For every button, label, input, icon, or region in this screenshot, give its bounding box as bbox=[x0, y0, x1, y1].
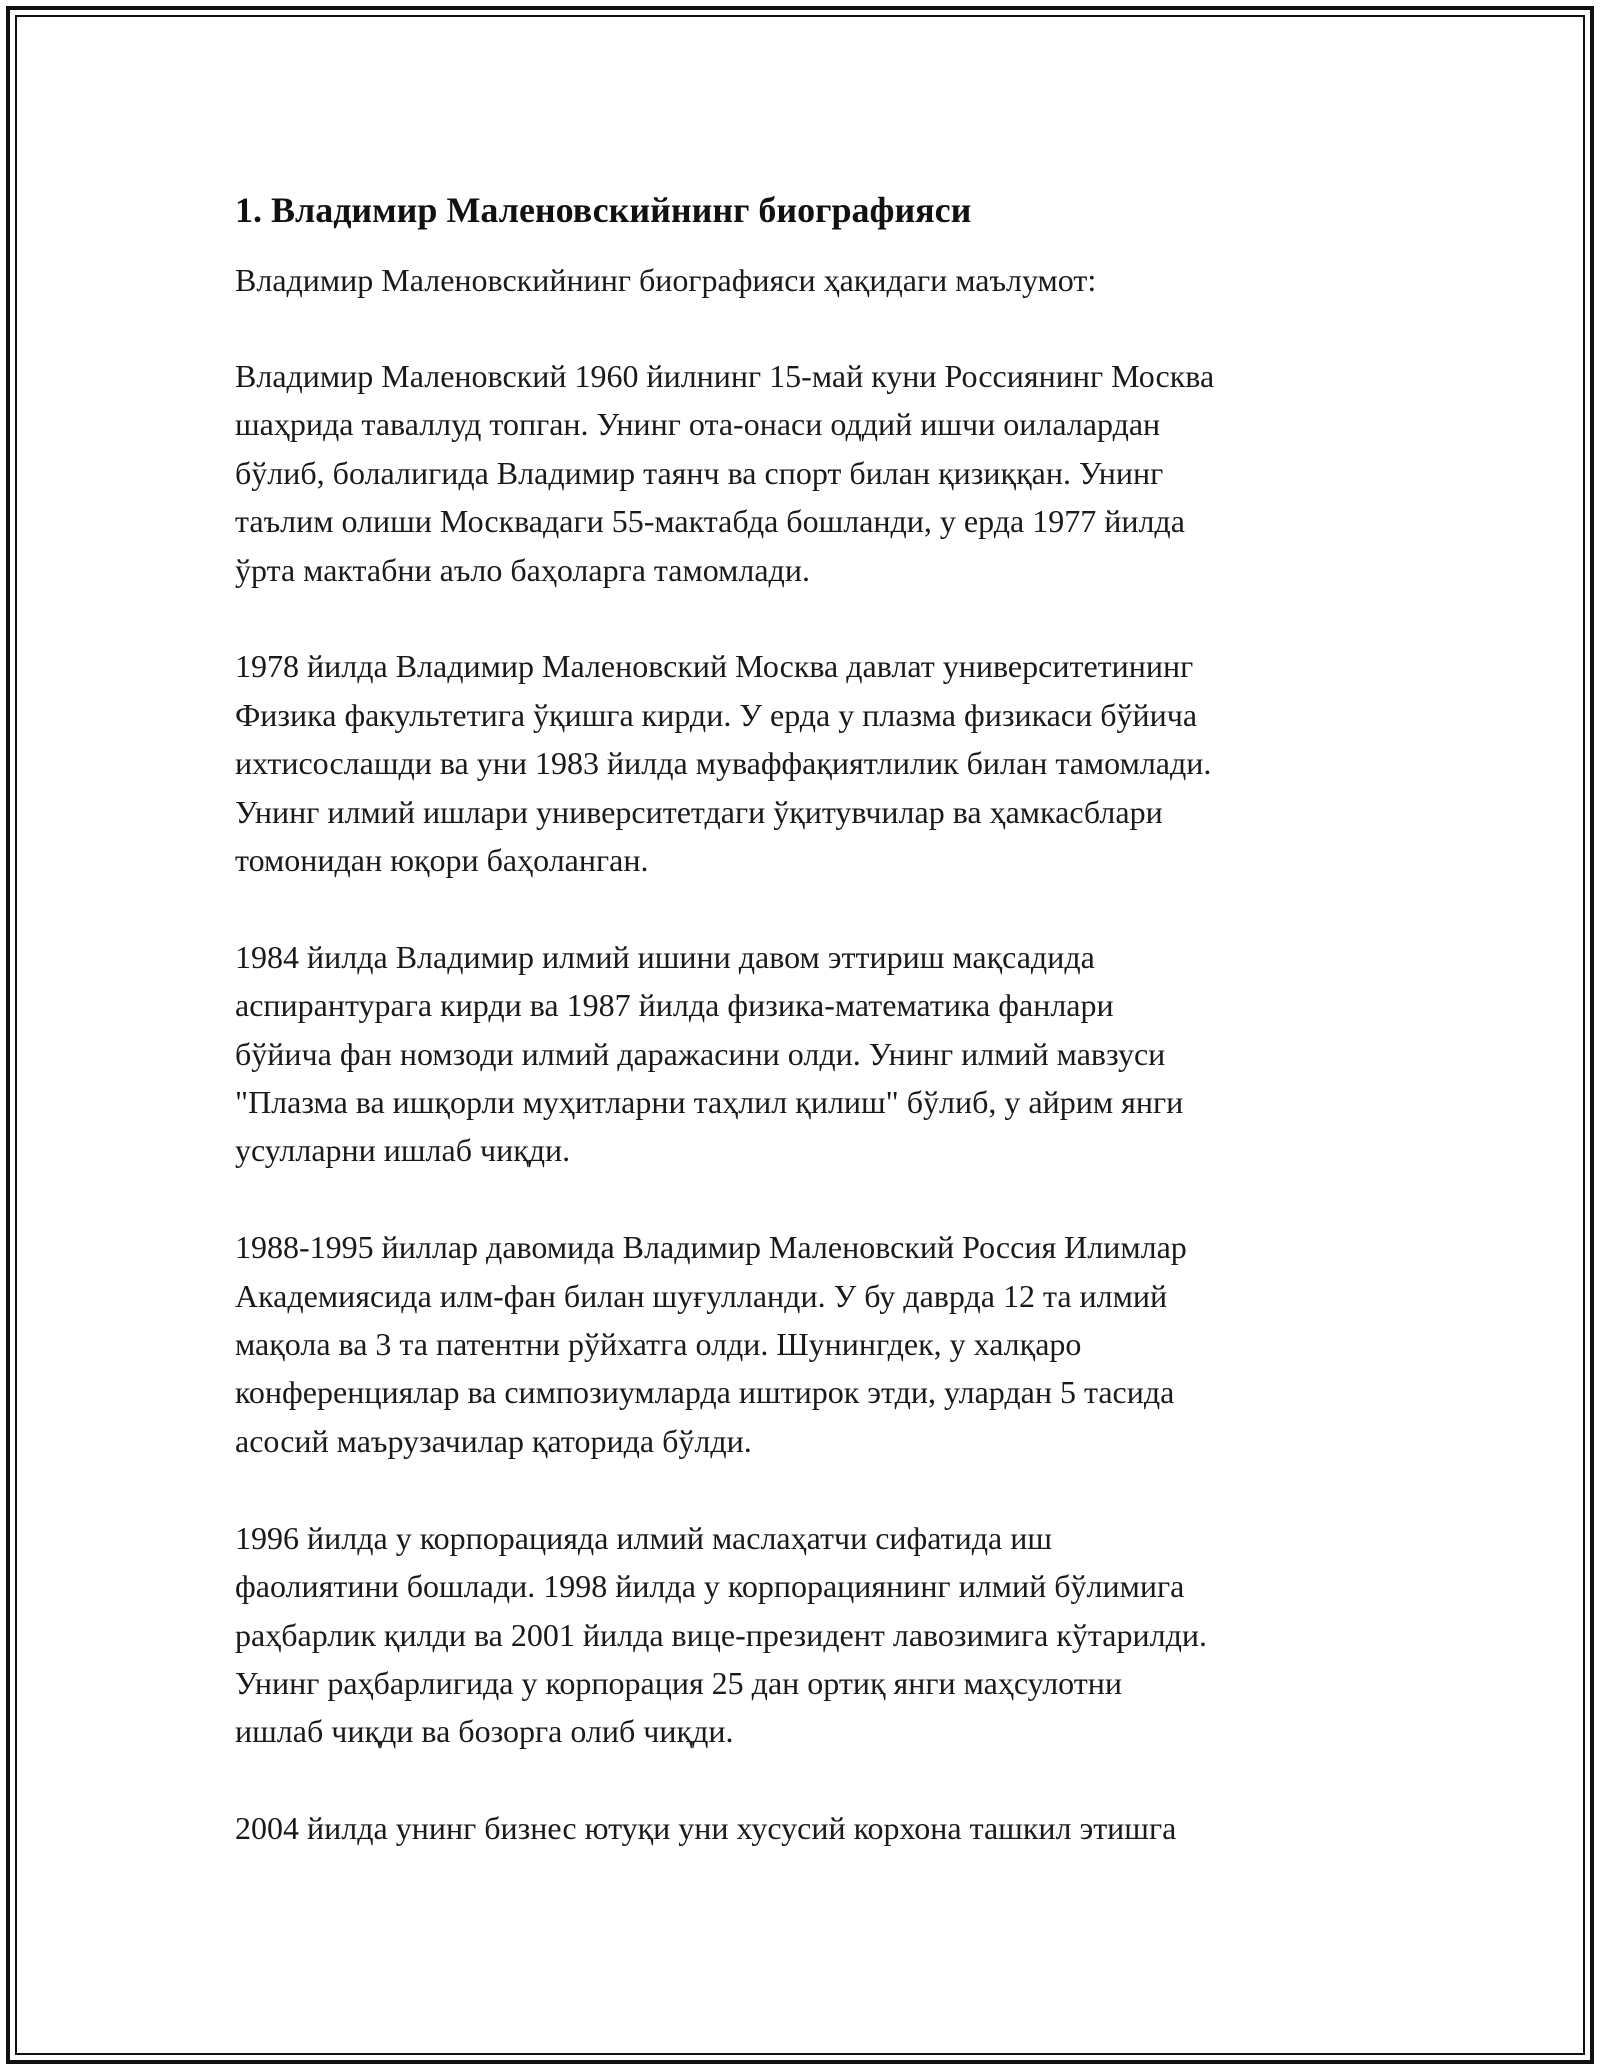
document-title: 1. Владимир Маленовскийнинг биографияси bbox=[235, 190, 972, 230]
paragraph-university: 1978 йилда Владимир Маленовский Москва давлат университетининг Физика факультетига ўқишга кирди. У ерда у плазма физикаси бўйича ихтисослашди ва уни 1983 йилда муваффақиятлилик билан тамомлади. Унинг илмий ишлари университетдаги ўқитувчилар ва ҳамкасблари томонидан юқори баҳоланган. bbox=[235, 648, 1212, 879]
paragraph-corporation: 1996 йилда у корпорацияда илмий маслаҳатчи сифатида иш фаолиятини бошлади. 1998 йилда у корпорациянинг илмий бўлимига раҳбарлик қилди ва 2001 йилда вице-президент лавозимига кўтарилди. Унинг раҳбарлигида у корпорация 25 дан ортиқ янги маҳсулотни ишлаб чиқди ва бозорга олиб чиқди. bbox=[235, 1519, 1207, 1750]
paragraph-birth: Владимир Маленовский 1960 йилнинг 15-май куни Россиянинг Москва шаҳрида таваллуд топган. Унинг ота-онаси оддий ишчи оилалардан бўлиб, болалигида Владимир таянч ва спорт билан қизиққан. Унинг таълим олиши Москвадаги 55-мактабда бошланди, у ерда 1977 йилда ўрта мактабни аъло баҳоларга тамомлади. bbox=[235, 358, 1215, 588]
intro-text: Владимир Маленовскийнинг биографияси ҳақидаги маълумот: bbox=[235, 262, 1097, 298]
paragraph-postgraduate: 1984 йилда Владимир илмий ишини давом эттириш мақсадида аспирантурага кирди ва 1987 йилда физика-математика фанлари бўйича фан номзоди илмий даражасини олди. Унинг илмий мавзуси "Плазма ва ишқорли муҳитларни таҳлил қилиш" бўлиб, у айрим янги усулларни ишлаб чиқди. bbox=[235, 938, 1184, 1169]
paragraph-business: 2004 йилда унинг бизнес ютуқи уни хусусий корхона ташкил этишга bbox=[235, 1810, 1177, 1847]
document-body bbox=[235, 186, 1375, 1901]
paragraph-academy: 1988-1995 йиллар давомида Владимир Маленовский Россия Илимлар Академиясида илм-фан билан шуғулланди. У бу даврда 12 та илмий мақола ва 3 та патентни рўйхатга олди. Шунингдек, у халқаро конференциялар ва симпозиумларда иштирок этди, улардан 5 тасида асосий маърузачилар қаторида бўлди. bbox=[235, 1229, 1187, 1459]
